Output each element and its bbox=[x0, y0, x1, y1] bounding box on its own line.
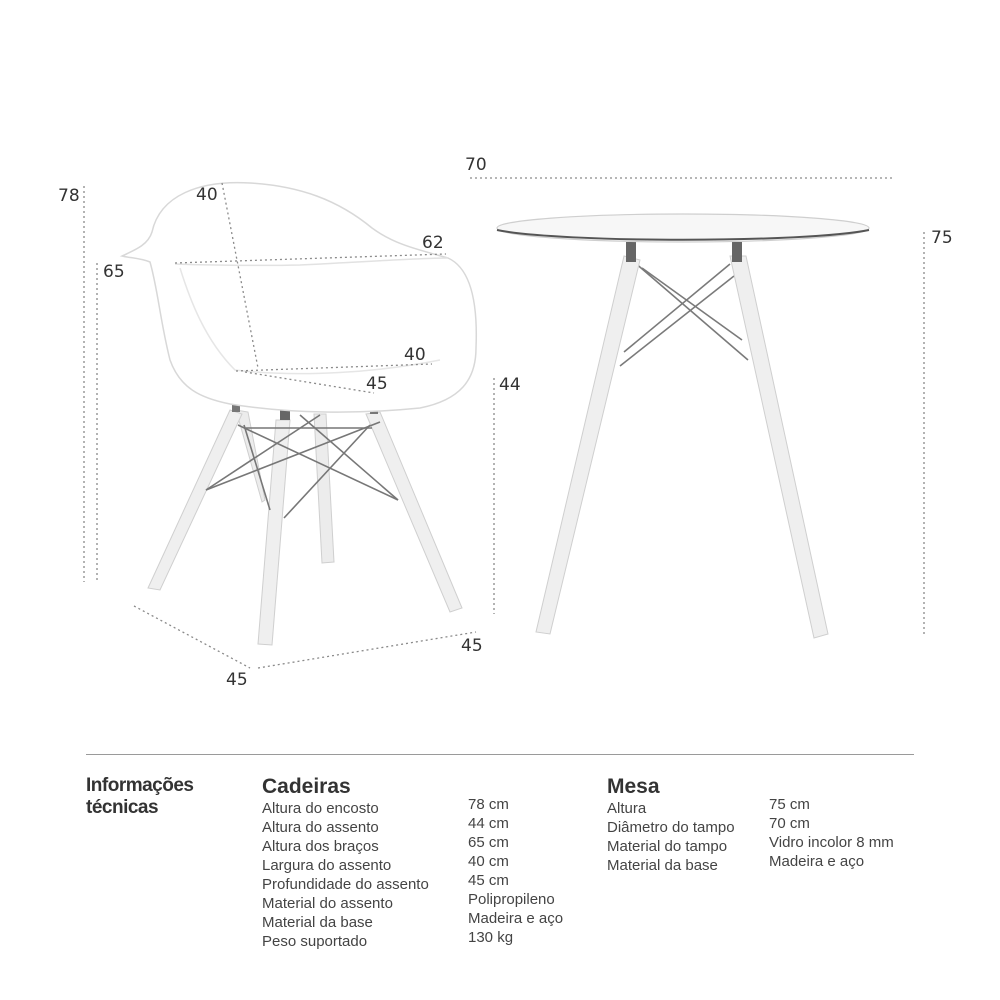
spec-value: Madeira e aço bbox=[468, 910, 564, 927]
spec-label: Material da base bbox=[607, 857, 718, 874]
chair-leg-mount bbox=[280, 410, 290, 420]
dim-table-diameter: 70 bbox=[465, 155, 487, 175]
spec-row bbox=[607, 834, 917, 856]
spec-label: Profundidade do assento bbox=[262, 876, 429, 893]
spec-row bbox=[262, 796, 602, 818]
spec-value: 40 cm bbox=[468, 853, 509, 870]
spec-row bbox=[262, 815, 602, 837]
chair-specs bbox=[262, 775, 602, 951]
technical-info-heading-line1: Informações bbox=[86, 775, 194, 796]
table-illustration bbox=[497, 214, 869, 638]
dim-backrest-height: 78 bbox=[58, 186, 80, 206]
spec-value: Vidro incolor 8 mm bbox=[769, 834, 894, 851]
spec-value: Madeira e aço bbox=[769, 853, 865, 870]
technical-info-heading-line2: técnicas bbox=[86, 797, 159, 818]
spec-label: Altura dos braços bbox=[262, 838, 379, 855]
spec-label: Material da base bbox=[262, 914, 373, 931]
table-specs-title: Mesa bbox=[607, 775, 660, 798]
table-leg-right bbox=[730, 256, 828, 638]
spec-label: Material do assento bbox=[262, 895, 393, 912]
chair-leg-back-left bbox=[236, 410, 265, 502]
dim-seat-width: 40 bbox=[404, 345, 426, 365]
table-glass-top bbox=[497, 214, 869, 242]
spec-label: Altura bbox=[607, 800, 647, 817]
chair-shell bbox=[122, 183, 476, 412]
table-leg-mount bbox=[732, 242, 742, 262]
dim-seat-depth: 45 bbox=[366, 374, 388, 394]
section-divider bbox=[86, 754, 914, 755]
table-metal-base bbox=[620, 262, 748, 366]
table-specs bbox=[607, 775, 917, 875]
table-leg-mount bbox=[626, 242, 636, 262]
dim-footprint-right: 45 bbox=[461, 636, 483, 656]
spec-row bbox=[607, 853, 917, 875]
spec-value: Polipropileno bbox=[468, 891, 555, 908]
spec-row bbox=[607, 796, 917, 818]
dim-arm-height: 65 bbox=[103, 262, 125, 282]
spec-value: 130 kg bbox=[468, 929, 514, 946]
dim-width-top: 62 bbox=[422, 233, 444, 253]
technical-info-heading bbox=[86, 775, 193, 819]
spec-value: 78 cm bbox=[468, 796, 509, 813]
table-dimension-guides bbox=[470, 178, 924, 634]
spec-label: Largura do assento bbox=[262, 857, 392, 874]
spec-row bbox=[262, 853, 602, 875]
spec-value: 70 cm bbox=[769, 815, 810, 832]
spec-value: 44 cm bbox=[468, 815, 509, 832]
chair-leg-front-left bbox=[148, 410, 242, 590]
spec-value: 45 cm bbox=[468, 872, 509, 889]
chair-specs-title: Cadeiras bbox=[262, 775, 351, 798]
dim-table-height: 75 bbox=[931, 228, 953, 248]
spec-label: Altura do assento bbox=[262, 819, 379, 836]
spec-row bbox=[262, 929, 602, 951]
spec-label: Altura do encosto bbox=[262, 800, 379, 817]
dim-footprint-left: 45 bbox=[226, 670, 248, 690]
table-leg-left bbox=[536, 256, 640, 634]
spec-row bbox=[262, 834, 602, 856]
chair-leg-front-center bbox=[258, 420, 290, 645]
dim-backrest-depth: 40 bbox=[196, 185, 218, 205]
spec-label: Material do tampo bbox=[607, 838, 728, 855]
spec-value: 65 cm bbox=[468, 834, 509, 851]
spec-value: 75 cm bbox=[769, 796, 810, 813]
spec-row bbox=[262, 910, 602, 932]
spec-label: Peso suportado bbox=[262, 933, 368, 950]
dim-seat-height: 44 bbox=[499, 375, 521, 395]
spec-label: Diâmetro do tampo bbox=[607, 819, 735, 836]
chair-leg-front-right bbox=[366, 412, 462, 612]
